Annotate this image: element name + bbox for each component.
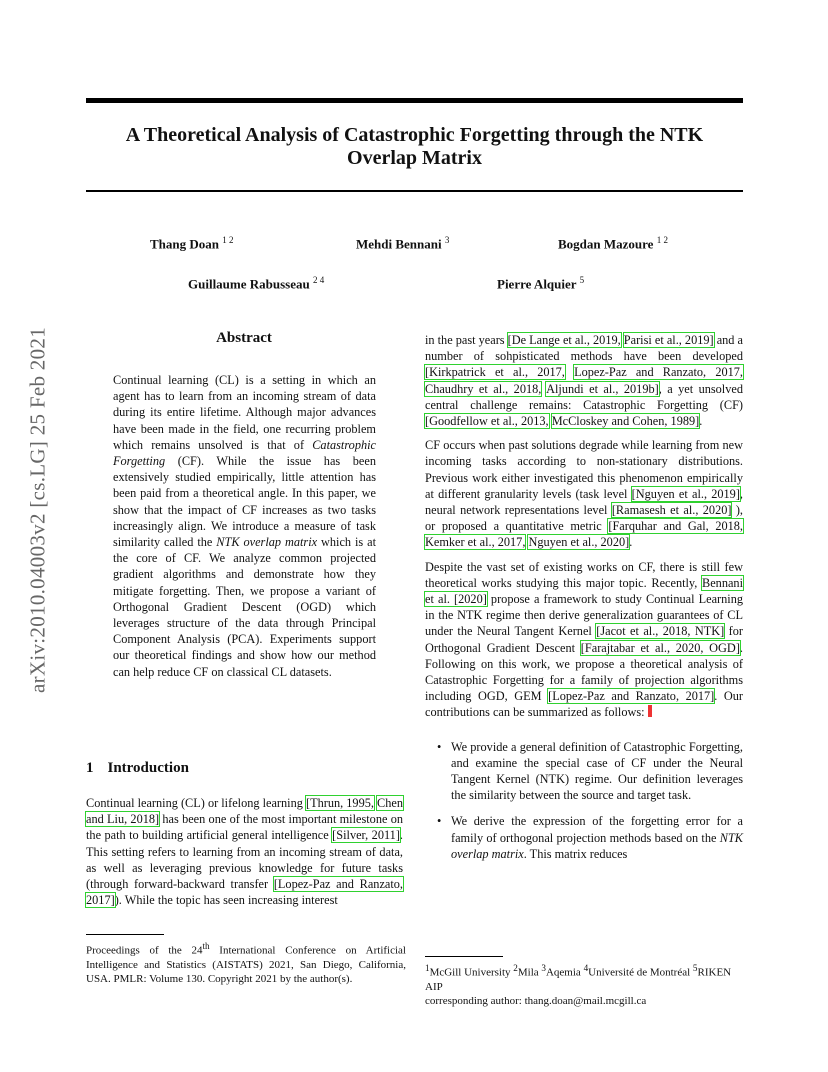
citation-link[interactable]: [Nguyen et al., 2019] bbox=[631, 486, 740, 501]
abstract-heading: Abstract bbox=[216, 330, 272, 346]
citation-link[interactable]: Aljundi et al., 2019b] bbox=[546, 381, 659, 396]
author-doan: Thang Doan $^{1 2}$ bbox=[150, 235, 234, 252]
citation-link[interactable]: [Kirkpatrick et al., 2017, bbox=[425, 365, 565, 380]
citation-link[interactable]: Kemker et al., 2017, bbox=[425, 535, 526, 550]
citation-link[interactable]: [Jacot et al., 2018, NTK] bbox=[596, 624, 725, 639]
author-rabusseau: Guillaume Rabusseau $^{2 4}$ bbox=[188, 275, 325, 292]
right-paragraph-2: CF occurs when past solutions degrade while learning from new incoming tasks according to non-stationary distributions. Previous work either investigated this phenomenon empirically at different granularity levels (task level [Nguyen et al., 2019], neural network representations level [Ramasesh et al., 2020] ), or proposed a quantitative metric [Farquhar and Gal, 2018, Kemker et al., 2017, Nguyen et al., 2020]. bbox=[425, 438, 744, 550]
corresponding-author: corresponding author: thang.doan@mail.mcgill.ca bbox=[425, 994, 647, 1007]
right-paragraph-3: Despite the vast set of existing works on CF, there is still few theoretical works studying this major topic. Recently, Bennani et al. [2020] propose a framework to study Continual Learning in the NTK regime then derive generalization guarantees of CL under the Neural Tangent Kernel [Jacot et al., 2018, NTK] for Orthogonal Gradient Descent [Farajtabar et al., 2020, OGD]. Following on this work, we propose a theoretical analysis of Catastrophic Forgetting for a family of projection algorithms including OGD, GEM [Lopez-Paz and Ranzato, 2017]. Our contributions can be summarized as follows: bbox=[425, 559, 744, 720]
citation-link[interactable]: [Lopez-Paz and Ranzato, 2017] bbox=[548, 689, 715, 704]
contributions-list bbox=[425, 739, 743, 862]
citation-link[interactable]: [Farquhar and Gal, 2018, bbox=[608, 519, 743, 534]
footnote-rule-left bbox=[86, 934, 164, 935]
citation-link[interactable]: Parisi et al., 2019] bbox=[623, 333, 714, 347]
title-top-rule bbox=[86, 98, 743, 103]
citation-link[interactable]: Bennani et al. [2020] bbox=[425, 575, 743, 607]
section-heading-introduction: 1 Introduction bbox=[86, 760, 189, 776]
citation-link[interactable]: Lopez-Paz and Ranzato, 2017, bbox=[574, 365, 743, 380]
citation-link[interactable]: [Farajtabar et al., 2020, OGD] bbox=[580, 640, 740, 655]
citation-link[interactable]: [Lopez-Paz and Ranzato, 2017] bbox=[86, 877, 403, 908]
right-paragraph-1: in the past years [De Lange et al., 2019, Parisi et al., 2019] and a number of sohpisticated methods have been developed [Kirkpatrick et al., 2017, Lopez-Paz and Ranzato, 2017, Chaudhry et al., 2018, Aljundi et al., 2019b], a yet unsolved central challenge remains: Catastrophic Forgetting (CF) [Goodfellow et al., 2013, McCloskey and Cohen, 1989]. bbox=[425, 333, 743, 429]
title-line-1: A Theoretical Analysis of Catastrophic Forgetting through the NTK bbox=[125, 124, 704, 146]
footnote-rule-right bbox=[425, 956, 503, 957]
author-bennani: Mehdi Bennani $^3$ bbox=[356, 235, 450, 252]
title-bottom-rule bbox=[86, 190, 743, 192]
author-mazoure: Bogdan Mazoure $^{1 2}$ bbox=[558, 235, 668, 252]
citation-link[interactable]: [Goodfellow et al., 2013, bbox=[425, 414, 549, 429]
arxiv-stamp: arXiv:2010.04003v2 [cs.LG] 25 Feb 2021 bbox=[25, 326, 50, 694]
title-line-2: Overlap Matrix bbox=[347, 147, 482, 169]
citation-link[interactable]: Chen and Liu, 2018] bbox=[86, 796, 404, 827]
proceedings-footnote: Proceedings of the 24th International Conference on Artificial Intelligence and Statistics (AISTATS) 2021, San Diego, California, USA. PMLR: Volume 130. Copyright 2021 by the author(s). bbox=[86, 941, 406, 985]
citation-link[interactable]: [Thrun, 1995, bbox=[305, 796, 374, 810]
intro-paragraph: Continual learning (CL) or lifelong learning [Thrun, 1995, Chen and Liu, 2018] has been one of the most important milestone on the path to building artificial general intelligence [Silver, 2011]. This setting refers to learning from an incoming stream of data, as well as leveraging previous knowledge for future tasks (through forward-backward transfer [Lopez-Paz and Ranzato, 2017]). While the topic has seen increasing interest bbox=[86, 796, 404, 908]
author-alquier: Pierre Alquier $^5$ bbox=[497, 275, 585, 292]
paper-title bbox=[86, 124, 743, 170]
list-item: • We provide a general definition of Catastrophic Forgetting, and examine the special case of CF under the Neural Tangent Kernel (NTK) regime. Our definition leverages the similarity between the source and target task. bbox=[451, 739, 743, 804]
citation-link[interactable]: [Silver, 2011] bbox=[332, 828, 400, 843]
abstract-body: Continual learning (CL) is a setting in which an agent has to learn from an incoming stream of data during its entire lifetime. Although major advances have been made in the field, one recurring problem which remains unsolved is that of Catastrophic Forgetting (CF). While the issue has been extensively studied empirically, little attention has been paid from a theoretical angle. In this paper, we show that the impact of CF increases as two tasks increasingly align. We introduce a measure of task similarity called the NTK overlap matrix which is at the core of CF. We analyze common projected gradient algorithms and demonstrate how they mitigate forgetting. Then, we propose a variant of Orthogonal Gradient Descent (OGD) which leverages structure of the data through Principal Component Analysis (PCA). Experiments support our theoretical findings and show how our method can help reduce CF on classical CL datasets. bbox=[113, 373, 376, 679]
citation-link[interactable]: [Ramasesh et al., 2020] bbox=[611, 503, 732, 518]
footnote-link-marker[interactable] bbox=[648, 705, 652, 717]
affiliations-footnote: $^1$McGill University $^2$Mila $^3$Aqemia $^4$Université de Montréal $^5$RIKEN AIP corresponding author: thang.doan@mail.mcgill.ca bbox=[425, 961, 743, 1008]
citation-link[interactable]: Nguyen et al., 2020] bbox=[528, 535, 630, 550]
list-item: • We derive the expression of the forgetting error for a family of orthogonal projection methods based on the NTK overlap matrix. This matrix reduces bbox=[451, 813, 743, 862]
citation-link[interactable]: McCloskey and Cohen, 1989] bbox=[551, 414, 700, 429]
right-column bbox=[425, 332, 743, 872]
citation-link[interactable]: [De Lange et al., 2019, bbox=[507, 333, 621, 347]
citation-link[interactable]: Chaudhry et al., 2018, bbox=[425, 381, 542, 396]
